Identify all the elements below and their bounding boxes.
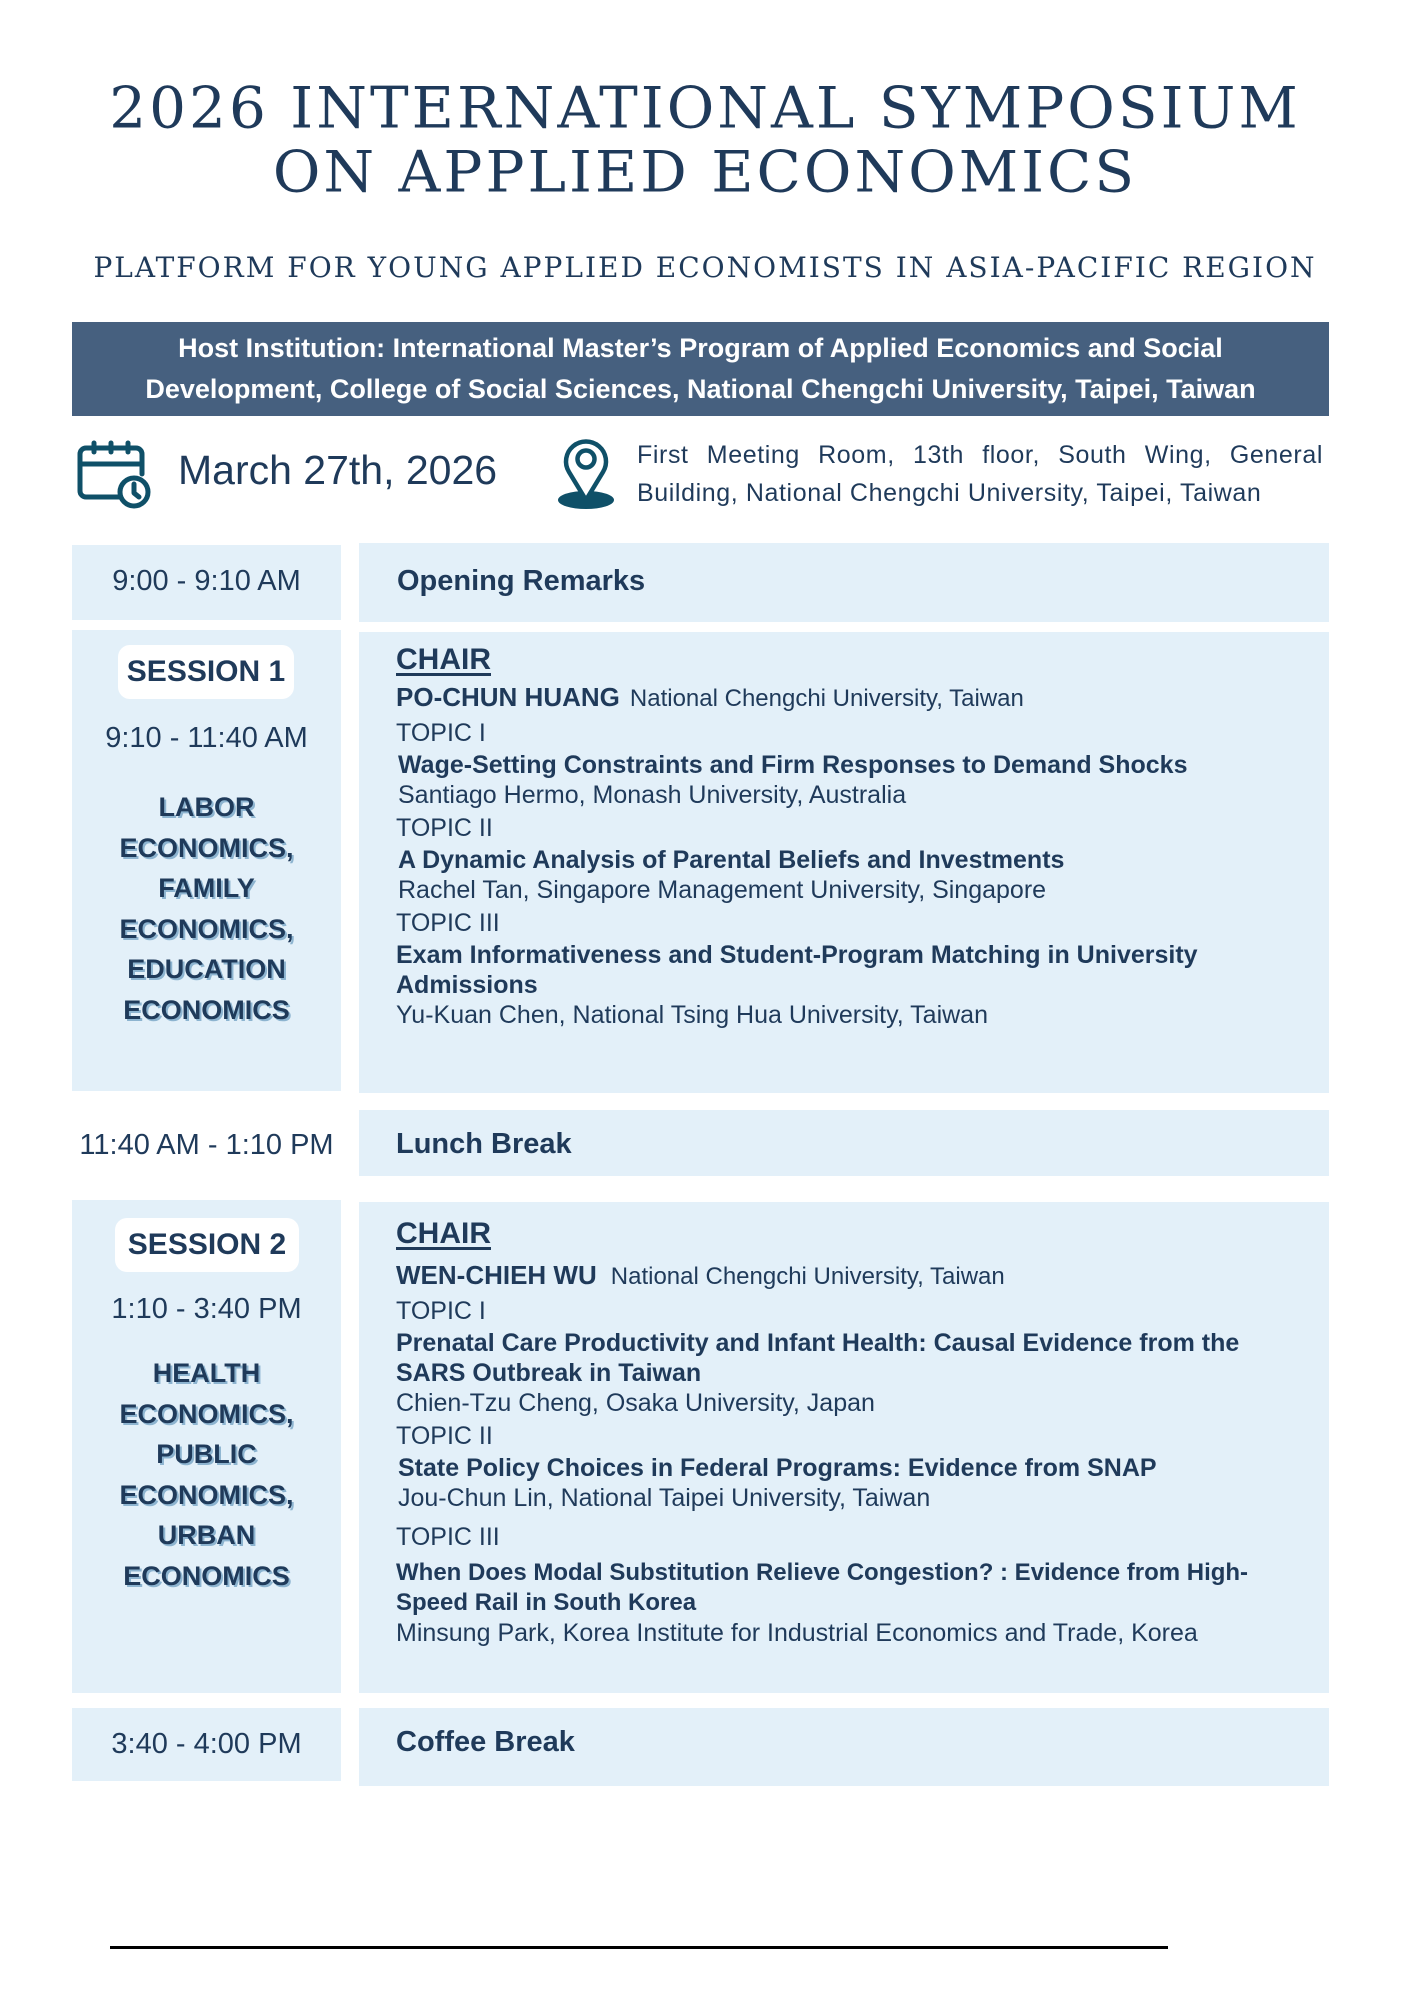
topic-author: Minsung Park, Korea Institute for Industrial Economics and Trade, Korea [396,1619,1198,1647]
coffee-break-label: Coffee Break [396,1726,575,1758]
topic-title: State Policy Choices in Federal Programs: Evidence from SNAP [398,1454,1157,1482]
title-line-1: 2026 INTERNATIONAL SYMPOSIUM [109,74,1301,142]
opening-remarks-label: Opening Remarks [397,565,646,597]
session-1-info-box [72,630,341,1091]
session-1-details [396,642,1299,1031]
location-line-2: Building, National Chengchi University, Taipei, Taiwan [637,479,1262,507]
field-line: ECONOMICS, [119,1479,294,1510]
lunch-break-label: Lunch Break [396,1128,572,1160]
field-line: ECONOMICS, [119,913,294,944]
field-line: LABOR [158,792,255,822]
topic-label: TOPIC II [396,1422,493,1450]
field-line: ECONOMICS, [119,1398,294,1429]
session-2-details-box [359,1202,1329,1693]
topic-label: TOPIC II [396,814,493,842]
opening-remarks-box [359,543,1329,622]
field-line: PUBLIC [156,1439,257,1469]
chair-line [396,680,1299,716]
chair-heading: CHAIR [396,1217,491,1250]
host-line-2: Development, College of Social Sciences, National Chengchi University, Taipei, Taiwan [145,374,1256,404]
location-line-1: First Meeting Room, 13th floor, South Wing, General [637,441,1323,469]
topic-author: Santiago Hermo, Monash University, Australia [398,781,907,809]
bottom-divider [110,1946,1168,1949]
lunch-time-cell [72,1110,341,1176]
coffee-time: 3:40 - 4:00 PM [111,1728,302,1760]
topic-label: TOPIC I [396,1297,486,1325]
field-line: ECONOMICS [123,994,290,1025]
session-2-fields [72,1353,341,1596]
host-line-1: Host Institution: International Master’s Program of Applied Economics and Social [178,333,1223,363]
field-line: FAMILY [158,873,255,903]
topic-label: TOPIC III [396,909,500,937]
session-1-time: 9:10 - 11:40 AM [105,722,308,754]
session-1-badge: SESSION 1 [118,645,294,699]
field-line: ECONOMICS, [119,832,294,863]
field-line: ECONOMICS [123,1560,290,1591]
coffee-time-box [72,1708,341,1781]
topic-author: Rachel Tan, Singapore Management University, Singapore [398,876,1047,904]
chair-heading: CHAIR [396,643,491,676]
topic-title: When Does Modal Substitution Relieve Congestion? : Evidence from High-Speed Rail in South Korea [396,1559,1249,1616]
lunch-break-box [359,1110,1329,1176]
topic-author: Jou-Chun Lin, National Taipei University, Taiwan [398,1484,931,1512]
lunch-time: 11:40 AM - 1:10 PM [79,1129,334,1161]
topic-label: TOPIC III [396,1523,500,1551]
session-2-badge: SESSION 2 [115,1218,299,1272]
topic-label: TOPIC I [396,719,486,747]
field-line: HEALTH [152,1358,261,1388]
session-1-details-box [359,632,1329,1093]
session-2-info-box [72,1200,341,1693]
topic-author: Yu-Kuan Chen, National Tsing Hua University, Taiwan [396,1001,988,1029]
topic-title: Wage-Setting Constraints and Firm Responses to Demand Shocks [398,751,1188,779]
map-pin-icon [556,434,616,510]
subtitle: PLATFORM FOR YOUNG APPLIED ECONOMISTS IN ASIA-PACIFIC REGION [93,251,1317,284]
chair-affiliation: National Chengchi University, Taiwan [629,685,1024,712]
topic-author: Chien-Tzu Cheng, Osaka University, Japan [396,1389,875,1417]
calendar-clock-icon [76,440,152,510]
topic-title: Prenatal Care Productivity and Infant Health: Causal Evidence from the SARS Outbreak in Taiwan [396,1329,1240,1387]
topic-title: A Dynamic Analysis of Parental Beliefs and Investments [398,846,1065,874]
chair-line [396,1258,1299,1294]
coffee-break-box [359,1708,1329,1786]
session-1-fields [72,787,341,1030]
event-location [637,436,1323,512]
session-2-time: 1:10 - 3:40 PM [111,1293,302,1325]
opening-time-box [72,545,341,620]
chair-name: PO-CHUN HUANG [396,682,620,712]
chair-name: WEN-CHIEH WU [396,1260,597,1290]
title-line-2: ON APPLIED ECONOMICS [272,138,1138,206]
host-institution-band [72,322,1329,416]
field-line: URBAN [157,1520,256,1550]
session-2-details [396,1216,1299,1649]
opening-time: 9:00 - 9:10 AM [112,565,301,597]
field-line: EDUCATION [127,954,286,984]
chair-affiliation: National Chengchi University, Taiwan [610,1263,1005,1290]
topic-title: Exam Informativeness and Student-Program Matching in University Admissions [396,941,1198,999]
event-date: March 27th, 2026 [178,447,498,493]
